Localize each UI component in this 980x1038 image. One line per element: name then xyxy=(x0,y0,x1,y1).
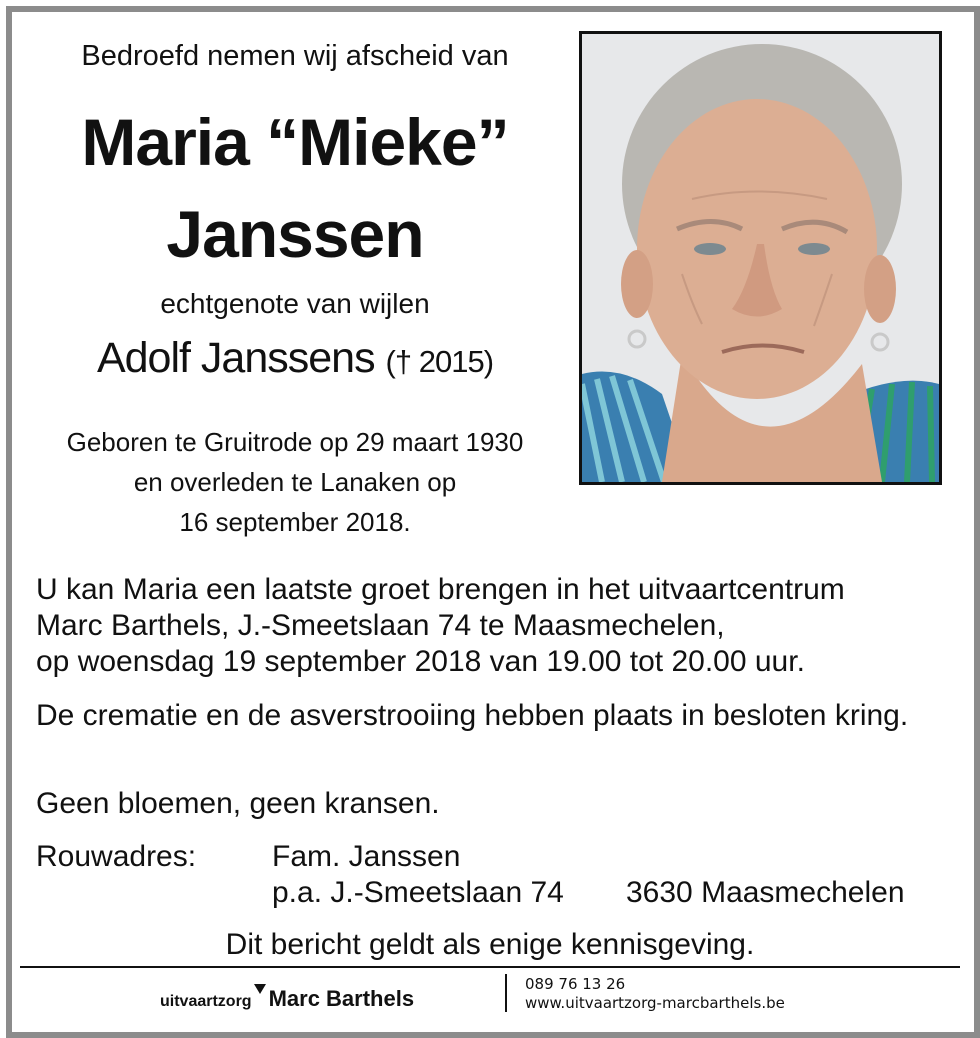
spouse-name: Adolf Janssens xyxy=(96,334,375,382)
visitation-line-3: op woensdag 19 september 2018 van 19.00 tot 20.00 uur. xyxy=(36,645,805,678)
born-line-2: en overleden te Lanaken op xyxy=(133,467,457,497)
brand-name: Marc Barthels xyxy=(268,986,415,1011)
cross-icon: † xyxy=(394,344,412,379)
intro-text: Bedroefd nemen wij afscheid van xyxy=(81,40,509,72)
portrait-photo xyxy=(579,31,942,485)
born-line-1: Geboren te Gruitrode op 29 maart 1930 xyxy=(66,427,524,457)
notice-text: Dit bericht geldt als enige kennisgeving. xyxy=(225,928,755,961)
deceased-name-line2: Janssen xyxy=(166,197,424,271)
address-name: Fam. Janssen xyxy=(272,840,461,873)
footer-separator xyxy=(505,974,507,1012)
born-line-3: 16 september 2018. xyxy=(179,507,411,537)
spouse-death: († 2015) xyxy=(385,344,494,379)
cremation-paragraph: De crematie en de asverstrooiing hebben plaats in besloten kring. xyxy=(36,699,909,732)
triangle-icon xyxy=(254,984,266,994)
address-city: 3630 Maasmechelen xyxy=(626,876,905,909)
portrait-illustration xyxy=(582,34,939,482)
address-street: p.a. J.-Smeetslaan 74 xyxy=(272,876,564,909)
funeral-home-logo xyxy=(160,984,414,1012)
footer-divider xyxy=(20,966,960,968)
flowers-paragraph: Geen bloemen, geen kransen. xyxy=(36,787,440,820)
visitation-line-2: Marc Barthels, J.-Smeetslaan 74 te Maasmechelen, xyxy=(36,609,725,642)
spouse-label: echtgenote van wijlen xyxy=(160,288,430,319)
visitation-paragraph xyxy=(36,572,942,680)
footer-website[interactable]: www.uitvaartzorg-marcbarthels.be xyxy=(525,994,785,1012)
birth-death-text xyxy=(20,422,570,542)
visitation-line-1: U kan Maria een laatste groet brengen in het uitvaartcentrum xyxy=(36,573,845,606)
brand-prefix: uitvaartzorg xyxy=(160,993,252,1010)
address-label: Rouwadres: xyxy=(36,840,197,873)
deceased-name-line1: Maria “Mieke” xyxy=(81,105,509,179)
footer-phone: 089 76 13 26 xyxy=(525,975,626,993)
spouse-line xyxy=(20,334,570,383)
